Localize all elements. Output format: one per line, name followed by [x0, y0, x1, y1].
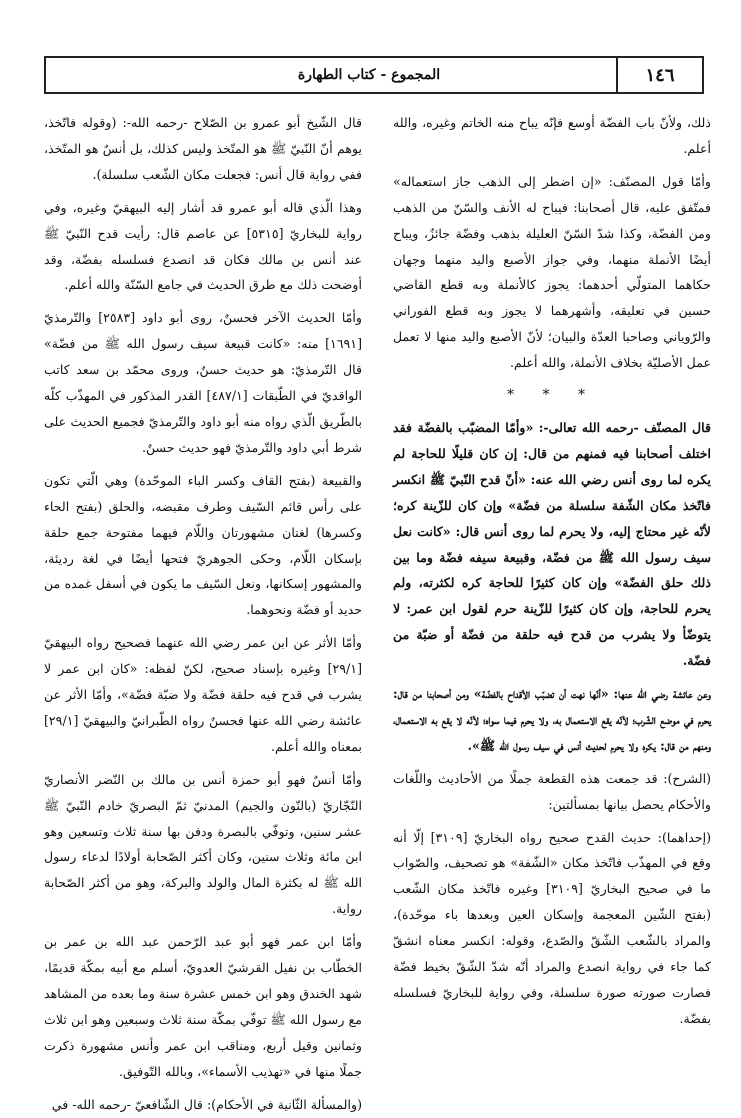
- paragraph: وأمّا قول المصنّف: «إن اضطر إلى الذهب جاز استعماله» فمتّفق عليه، قال أصحابنا: فيباح له الأنف والسّنّ من الذهب ومن الفضّة، وكذا شدّ السّنّ العليلة بذهب وفضّة جائزٌ، ويباح أيضًا الأنملة منهما، وفي جواز الأصبع واليد منهما وجهان حكاهما المتولّي أحدهما: يجوز كالأنملة وبه قطع القاضي حسين في تعليقه، وأشهرهما لا يجوز وبه قطع الفوراني والرّوياني وصاحبا العدّة والبيان؛ لأنّ الأصبع واليد منها لا تعمل عمل الأصليّة بخلاف الأنملة، والله أعلم.: [393, 173, 711, 371]
- paragraph: (إحداهما): حديث القدح صحيح رواه البخاريّ [٣١٠٩] إلّا أنه وقع في المهذّب فاتّخذ مكان «الشّفة» هو تصحيف، والصّواب ما في صحيح البخاريّ [٣١٠٩] وغيره فاتّخذ مكان الشّعب (بفتح الشّين المعجمة وإسكان العين وبعدها باء موحّدة)، والمراد بالشّعب الشّقّ والصّدع، وقوله: انكسر معناه انشقّ كما جاء في رواية انصدع والمراد أنّه شدّ الشّقّ بخيط فضّة فصارت صورته صورة سلسلة، وفي رواية للبخاريّ فسلسله بفضّة.: [393, 829, 712, 1026]
- paragraph: وأمّا أنسٌ فهو أبو حمزة أنس بن مالك بن النّضر الأنصاريّ النّجّاريّ (بالنّون والجيم) المدنيّ ثمّ البصريّ خادم النّبيّ ﷺ عشر سنين، وتوفّي بالبصرة ودفن بها سنة ثلاث وتسعين وهو ابن مائة وثلاث سنين، وكان أكثر الصّحابة أولادًا لدعاء رسول الله ﷺ له بكثرة المال والولد والبركة، وهو من أكثر الصّحابة رواية.: [44, 771, 362, 917]
- paragraph: والقبيعة (بفتح القاف وكسر الباء الموحّدة) وهي الّتي تكون على رأس قائم السّيف وطرف مقبضه، والحلق (بفتح الحاء وكسرها) لغتان مشهورتان واللّام فيهما مفتوحة جمع حلقة بإسكان اللّام، وحكى الجوهريّ فتحها أيضًا في لغة رديئة، والمشهور إسكانها، ونعل السّيف ما يكون في أسفل غمده من حديد أو فضّة ونحوهما.: [44, 472, 362, 618]
- paragraph: وأمّا ابن عمر فهو أبو عبد الرّحمن عبد الله بن عمر بن الخطّاب بن نفيل القرشيّ العدويّ، أسلم مع أبيه بمكّة قديمًا، شهد الخندق وهو ابن خمس عشرة سنة وما بعده من المشاهد مع رسول الله ﷺ توفّي بمكّة سنة ثلاث وسبعين وهو ابن ثلاث وثمانين وقيل أربع، ومناقب ابن عمر وأنس مشهورة ذكرت جملًا منها في «تهذيب الأسماء»، وبالله التّوفيق.: [44, 934, 362, 1079]
- paragraph: ذلك، ولأنّ باب الفضّة أوسع فإنّه يباح منه الخاتم وغيره، والله أعلم.: [393, 115, 711, 156]
- left-column: [44, 110, 363, 1112]
- right-column: [393, 110, 711, 1100]
- paragraph: وهذا الّذي قاله أبو عمرو قد أشار إليه البيهقيّ وغيره، وفي رواية للبخاريّ [٥٣١٥] عن عاصم قال: رأيت قدح النّبيّ ﷺ عند أنس بن مالك فكان قد انصدع فسلسله بفضّة، وقد أوضحت ذلك مع طرق الحديث في جامع السّنّة والله أعلم.: [44, 199, 362, 293]
- page-number: ١٤٦: [616, 58, 702, 92]
- page-header: [44, 56, 704, 94]
- paragraph: (والمسألة الثّانية في الأحكام): قال الشّافعيّ -رحمه الله- في: [51, 1096, 362, 1112]
- quoted-text: قال المصنّف -رحمه الله تعالى-: «وأمّا المضبّب بالفضّة فقد اختلف أصحابنا فيه فمنهم من قال: إن كان قليلًا للحاجة لم يكره لما روى أنس رضي الله عنه: «أنّ قدح النّبيّ ﷺ انكسر فاتّخذ مكان الشّفة سلسلة من فضّة» وإن كان للزّينة كره؛ لأنّه غير محتاج إليه، ولا يحرم لما روى أنس قال: «كانت نعل سيف رسول الله ﷺ من فضّة، وقبيعة سيفه فضّة وما بين ذلك حلق الفضّة» وإن كان كثيرًا للحاجة كره لكثرته، ولم يحرم للحاجة، وإن كان كثيرًا للزّينة حرم لقول ابن عمر: لا يتوضّأ ولا يشرب من قدح فيه حلقة من فضّة أو ضبّة من فضّة.: [393, 419, 711, 669]
- running-title: المجموع - كتاب الطهارة: [297, 67, 441, 83]
- paragraph: قال الشّيخ أبو عمرو بن الصّلاح -رحمه الله-: (وقوله فاتّخذ، يوهم أنّ النّبيّ ﷺ هو المتّخذ وليس كذلك، بل أنسٌ هو المتّخذ، ففي رواية قال أنس: فجعلت مكان الشّعب سلسلة).: [44, 115, 362, 182]
- section-divider: * * *: [507, 387, 597, 404]
- paragraph: وأمّا الأثر عن ابن عمر رضي الله عنهما فصحيح رواه البيهقيّ [٢٩/١] وغيره بإسناد صحيح، لكنّ لفظه: «كان ابن عمر لا يشرب في قدح فيه حلقة فضّة ولا ضبّة فضّة»، وأمّا الأثر عن عائشة رضي الله عنها فحسنٌ رواه الطّبرانيّ والبيهقيّ [٢٩/١] بمعناه والله أعلم.: [44, 635, 362, 754]
- paragraph: (الشرح): قد جمعت هذه القطعة جملًا من الأحاديث واللّغات والأحكام يحصل بيانها بمسألتين:: [393, 770, 711, 812]
- quoted-text: وعن عائشة رضي الله عنها: «أنّها نهت أن تضبّب الأقداح بالفضّة» ومن أصحابنا من قال: يحرم في موضع الشّرب؛ لأنّه يقع الاستعمال به، ولا يحرم فيما سواه؛ لأنّه لا يقع به الاستعمال، ومنهم من قال: يكره ولا يحرم لحديث أنس في سيف رسول الله ﷺ».: [393, 686, 711, 753]
- paragraph: وأمّا الحديث الآخر فحسنٌ، روى أبو داود [٢٥٨٣] والتّرمذيّ [١٦٩١] منه: «كانت قبيعة سيف رسول الله ﷺ من فضّة» قال التّرمذيّ: هو حديث حسنٌ، وروى محمّد بن سعد كاتب الواقديّ في الطّبقات [٤٨٧/١] القدر المذكور في المهذّب كلّه بالطّريق الّذي رواه منه أبو داود والتّرمذيّ فجميع الحديث على شرط أبي داود والتّرمذيّ فهو حديث حسنٌ.: [44, 310, 363, 455]
